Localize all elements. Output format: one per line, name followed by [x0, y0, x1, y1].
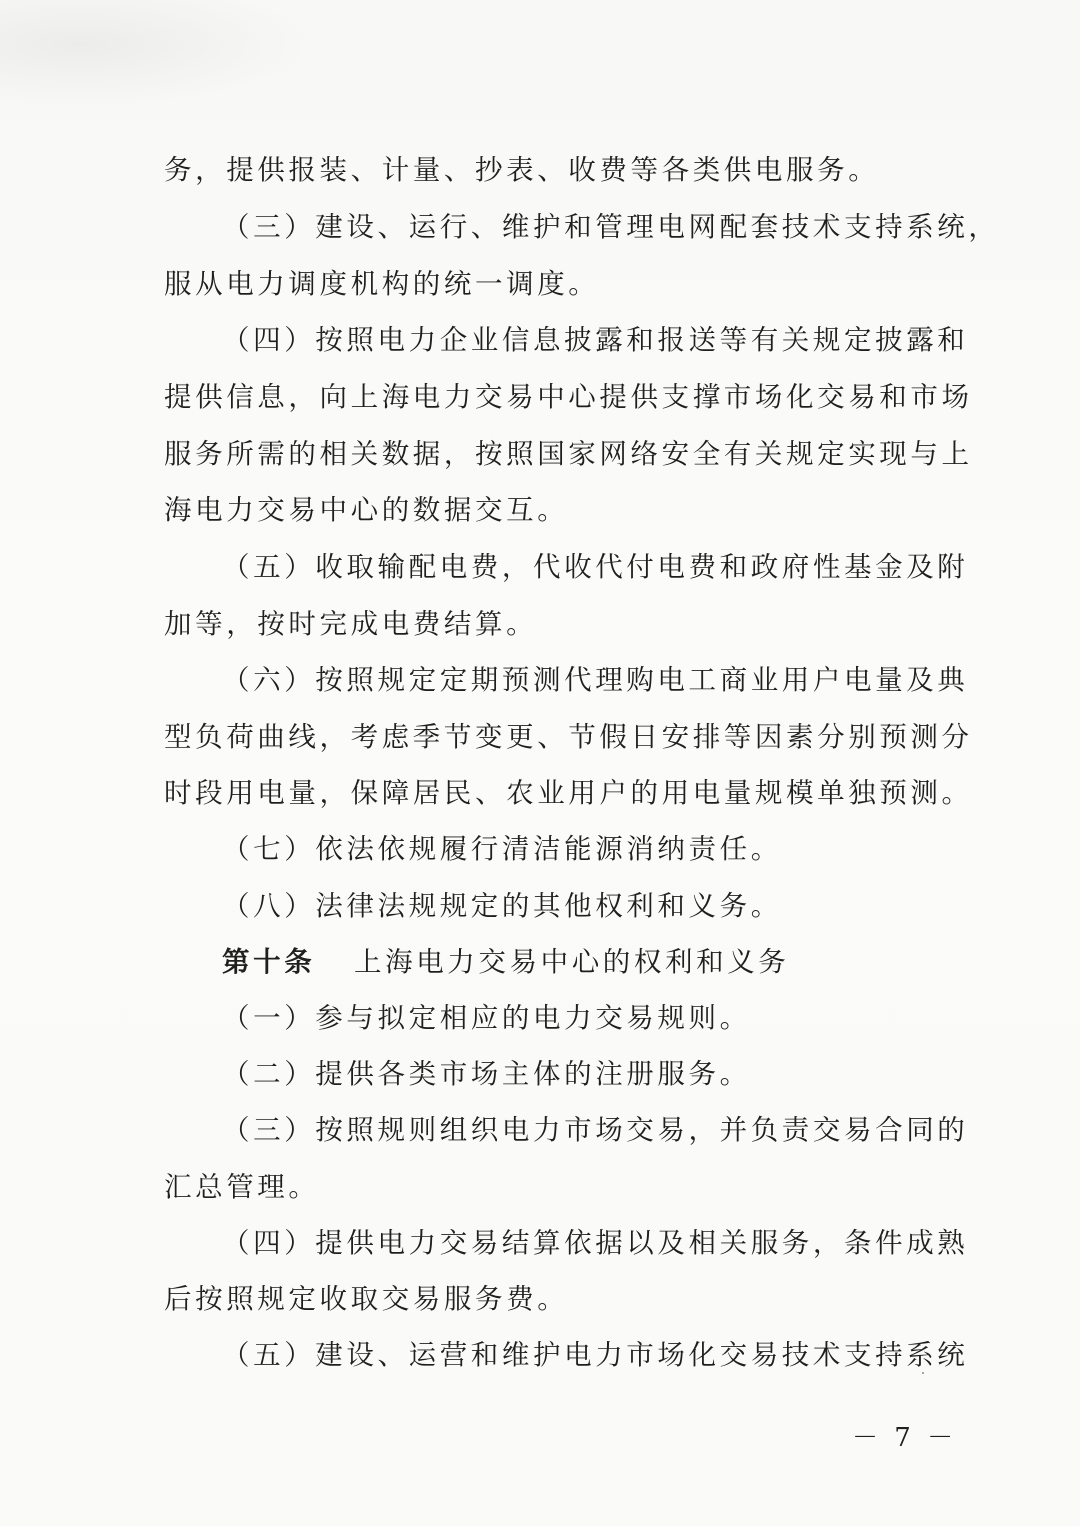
text-line: 后按照规定收取交易服务费。 — [164, 1283, 569, 1315]
text-line: 服从电力调度机构的统一调度。 — [164, 268, 600, 300]
text-line: （七）依法依规履行清洁能源消纳责任。 — [222, 833, 782, 865]
text-line: 务，提供报装、计量、抄表、收费等各类供电服务。 — [164, 154, 880, 186]
text-line: （二）提供各类市场主体的注册服务。 — [222, 1058, 751, 1090]
text-line: （八）法律法规规定的其他权利和义务。 — [222, 890, 782, 922]
text-line: （三）建设、运行、维护和管理电网配套技术支持系统， — [222, 211, 1000, 243]
text-line: （一）参与拟定相应的电力交易规则。 — [222, 1002, 751, 1034]
text-line: （五）收取输配电费，代收代付电费和政府性基金及附 — [222, 551, 969, 583]
text-line: （四）按照电力企业信息披露和报送等有关规定披露和 — [222, 324, 969, 356]
page-number: － 7 － — [852, 1423, 958, 1453]
text-line: （六）按照规定定期预测代理购电工商业用户电量及典 — [222, 664, 969, 696]
text-line: 加等，按时完成电费结算。 — [164, 608, 538, 640]
speck-mark — [922, 1372, 924, 1374]
text-line: 提供信息，向上海电力交易中心提供支撑市场化交易和市场 — [164, 381, 973, 413]
text-line: （四）提供电力交易结算依据以及相关服务，条件成熟 — [222, 1227, 969, 1259]
article-number: 第十条 — [222, 946, 316, 978]
article-heading-line — [222, 942, 789, 982]
text-line: 海电力交易中心的数据交互。 — [164, 494, 569, 526]
text-line: 服务所需的相关数据，按照国家网络安全有关规定实现与上 — [164, 438, 973, 470]
text-line: 时段用电量，保障居民、农业用户的用电量规模单独预测。 — [164, 777, 973, 809]
text-line: （三）按照规则组织电力市场交易，并负责交易合同的 — [222, 1114, 969, 1146]
text-line: （五）建设、运营和维护电力市场化交易技术支持系统 — [222, 1339, 969, 1371]
text-line: 汇总管理。 — [164, 1171, 320, 1203]
article-title: 上海电力交易中心的权利和义务 — [354, 946, 790, 978]
text-line: 型负荷曲线，考虑季节变更、节假日安排等因素分别预测分 — [164, 721, 973, 753]
